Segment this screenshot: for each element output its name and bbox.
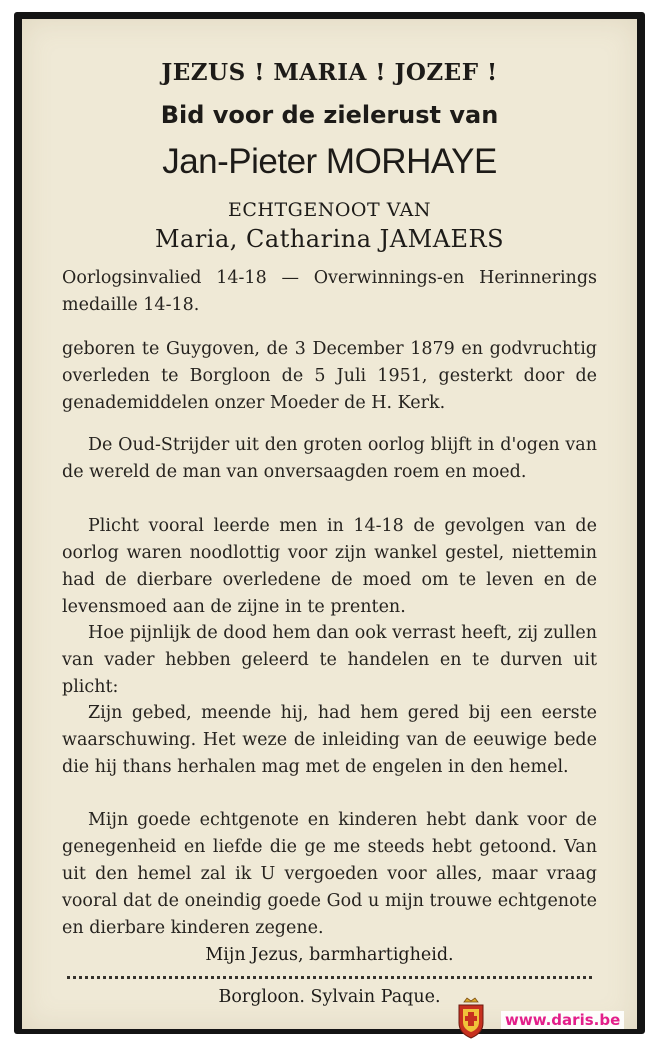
paragraph: De Oud-Strijder uit den groten oorlog blijft in d'ogen van de wereld de man van onversaagden roem en moed. xyxy=(62,435,597,482)
decorations-text: Oorlogsinvalied 14-18 — Overwinnings-en Herinnerings medaille 14-18. xyxy=(62,268,597,315)
coat-of-arms-icon xyxy=(455,996,487,1040)
prayer-line: Bid voor de zielerust van xyxy=(160,101,499,129)
paragraph: Mijn goede echtgenote en kinderen hebt dank voor de genegenheid en liefde die ge me steeds hebt getoond. Van uit den hemel zal ik U vergoeden voor alles, maar vraag vooral dat de oneindig goede God u mijn trouwe echtgenote en dierbare kinderen zegene. xyxy=(62,810,597,938)
printer-credit: Borgloon. Sylvain Paque. xyxy=(218,987,441,1007)
paragraph: Plicht vooral leerde men in 14-18 de gevolgen van de oorlog waren noodlottig voor zijn wankel gestel, niettemin had de dierbare overledene de moed om te leven en de levensmoed aan de zijne in te prenten. xyxy=(62,516,597,617)
paragraph: Zijn gebed, meende hij, had hem gered bij een eerste waarschuwing. Het weze de inleiding van de eeuwige bede die hij thans herhalen mag met de engelen in den hemel. xyxy=(62,703,597,777)
birth-death-text: geboren te Guygoven, de 3 December 1879 en godvruchtig overleden te Borgloon de 5 Juli 1951, gesterkt door de genademiddelen onzer Moeder de H. Kerk. xyxy=(62,339,597,413)
dotted-divider xyxy=(67,976,592,979)
spouse-name: Maria, Catharina JAMAERS xyxy=(154,225,505,253)
invocation: JEZUS ! MARIA ! JOZEF ! xyxy=(161,59,498,86)
deceased-name: Jan-Pieter MORHAYE xyxy=(162,142,497,181)
memorial-card xyxy=(22,19,637,1029)
closing-prayer: Mijn Jezus, barmhartigheid. xyxy=(205,945,454,965)
watermark-site-link[interactable]: www.daris.be xyxy=(501,1011,624,1029)
spouse-label: ECHTGENOOT VAN xyxy=(228,199,431,221)
paragraph: Hoe pijnlijk de dood hem dan ook verrast heeft, zij zullen van vader hebben geleerd te handelen en te durven uit plicht: xyxy=(62,623,597,697)
